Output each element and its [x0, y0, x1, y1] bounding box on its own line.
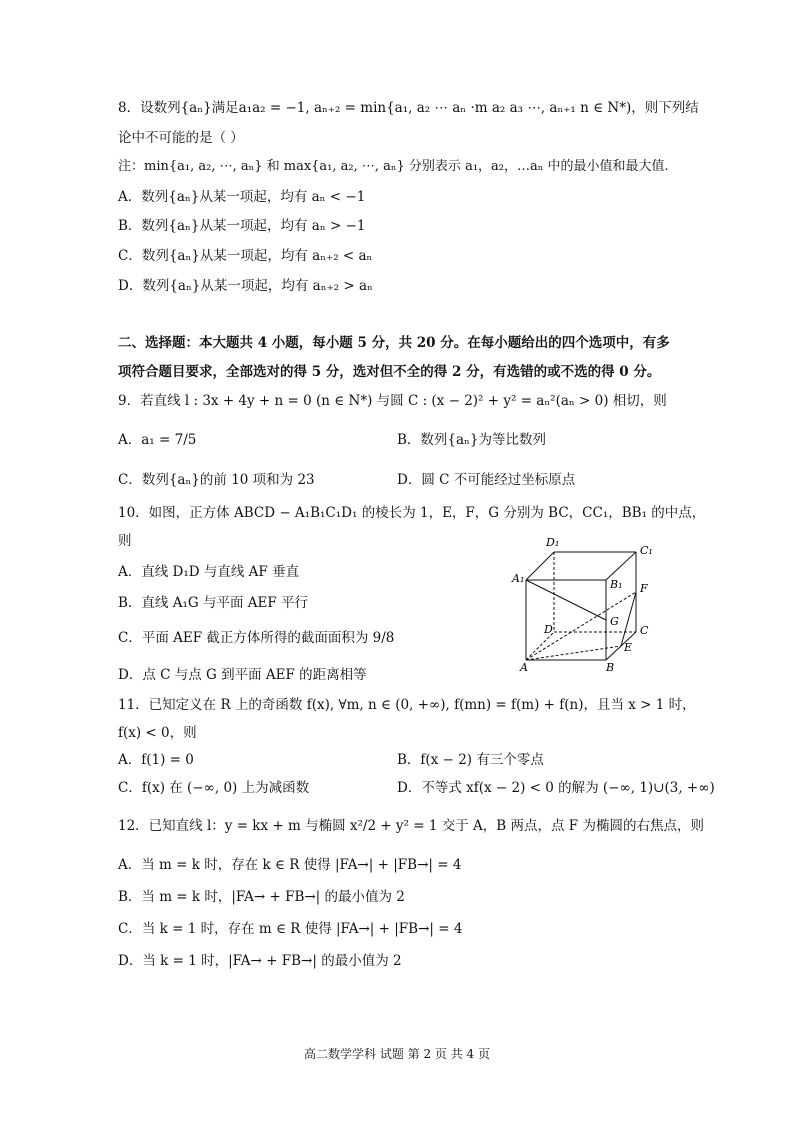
label-A1: A₁ — [512, 572, 525, 585]
q8-option-a: A．数列{aₙ}从某一项起，均有 aₙ < −1 — [118, 189, 366, 205]
label-A: A — [520, 661, 528, 673]
label-D: D — [544, 623, 553, 636]
label-E: E — [624, 641, 633, 654]
label-D1: D₁ — [546, 536, 560, 549]
q9-stem: 9．若直线 l : 3x + 4y + n = 0 (n ∈ N*) 与圆 C : (x − 2)² + y² = aₙ²(aₙ > 0) 相切，则 — [118, 393, 667, 409]
q8-stem-line1: 8．设数列{aₙ}满足a₁a₂ = −1, aₙ₊₂ = min{a₁, a₂ ⋯ aₙ ·m a₂ a₃ ⋯, aₙ₊₁ n ∈ N*)，则下列结 — [118, 100, 699, 116]
q10-option-d: D．点 C 与点 G 到平面 AEF 的距离相等 — [118, 667, 367, 683]
q10-option-a: A．直线 D₁D 与直线 AF 垂直 — [118, 564, 300, 580]
cube-diagram — [508, 528, 668, 673]
q8-stem-line2: 论中不可能的是（ ） — [118, 130, 244, 146]
q12-option-b: B．当 m = k 时，|FA→ + FB→| 的最小值为 2 — [118, 889, 405, 905]
q11-option-b: B．f(x − 2) 有三个零点 — [397, 752, 544, 768]
label-F: F — [640, 582, 648, 595]
q8-option-b: B．数列{aₙ}从某一项起，均有 aₙ > −1 — [118, 218, 366, 234]
q11-option-d: D．不等式 xf(x − 2) < 0 的解为 (−∞, 1)∪(3, +∞) — [397, 780, 715, 796]
cube-figure — [508, 528, 668, 677]
q10-option-b: B．直线 A₁G 与平面 AEF 平行 — [118, 595, 309, 611]
q11-option-a: A．f(1) = 0 — [118, 752, 194, 768]
label-C: C — [640, 624, 649, 637]
label-B1: B₁ — [610, 578, 623, 591]
q10-stem-line2: 则 — [118, 533, 132, 549]
q12-option-c: C．当 k = 1 时，存在 m ∈ R 使得 |FA→| + |FB→| = 4 — [118, 921, 463, 937]
q12-option-d: D．当 k = 1 时，|FA→ + FB→| 的最小值为 2 — [118, 953, 402, 969]
q9-option-d: D．圆 C 不可能经过坐标原点 — [397, 472, 576, 488]
page-footer: 高二数学学科 试题 第 2 页 共 4 页 — [304, 1047, 490, 1061]
label-B: B — [606, 661, 615, 673]
q12-stem: 12．已知直线 l：y = kx + m 与椭圆 x²/2 + y² = 1 交于 A，B 两点，点 F 为椭圆的右焦点，则 — [118, 818, 704, 834]
q8-note: 注：min{a₁, a₂, ⋯, aₙ} 和 max{a₁, a₂, ⋯, aₙ} 分别表示 a₁，a₂，…aₙ 中的最小值和最大值. — [118, 159, 669, 174]
q12-option-a: A．当 m = k 时，存在 k ∈ R 使得 |FA→| + |FB→| = 4 — [118, 857, 462, 873]
q10-stem-line1: 10．如图，正方体 ABCD − A₁B₁C₁D₁ 的棱长为 1，E，F，G 分别为 BC，CC₁，BB₁ 的中点， — [118, 505, 706, 521]
q9-option-b: B．数列{aₙ}为等比数列 — [397, 432, 546, 448]
q11-stem-line2: f(x) < 0，则 — [118, 725, 197, 741]
q8-option-d: D．数列{aₙ}从某一项起，均有 aₙ₊₂ > aₙ — [118, 278, 373, 294]
q9-option-a: A．a₁ = 7/5 — [118, 432, 197, 448]
q10-option-c: C．平面 AEF 截正方体所得的截面面积为 9/8 — [118, 630, 395, 646]
section2-heading-line2: 项符合题目要求，全部选对的得 5 分，选对但不全的得 2 分，有选错的或不选的得 0 分。 — [118, 364, 661, 380]
section2-heading-line1: 二、选择题：本大题共 4 小题，每小题 5 分，共 20 分。在每小题给出的四个选项中，有多 — [118, 335, 670, 351]
q11-stem-line1: 11．已知定义在 R 上的奇函数 f(x), ∀m, n ∈ (0, +∞), f(mn) = f(m) + f(n)，且当 x > 1 时， — [118, 697, 696, 713]
q8-option-c: C．数列{aₙ}从某一项起，均有 aₙ₊₂ < aₙ — [118, 248, 373, 264]
q11-option-c: C．f(x) 在 (−∞, 0) 上为减函数 — [118, 780, 310, 796]
label-G: G — [610, 615, 619, 628]
q9-option-c: C．数列{aₙ}的前 10 项和为 23 — [118, 472, 315, 488]
label-C1: C₁ — [640, 544, 653, 557]
